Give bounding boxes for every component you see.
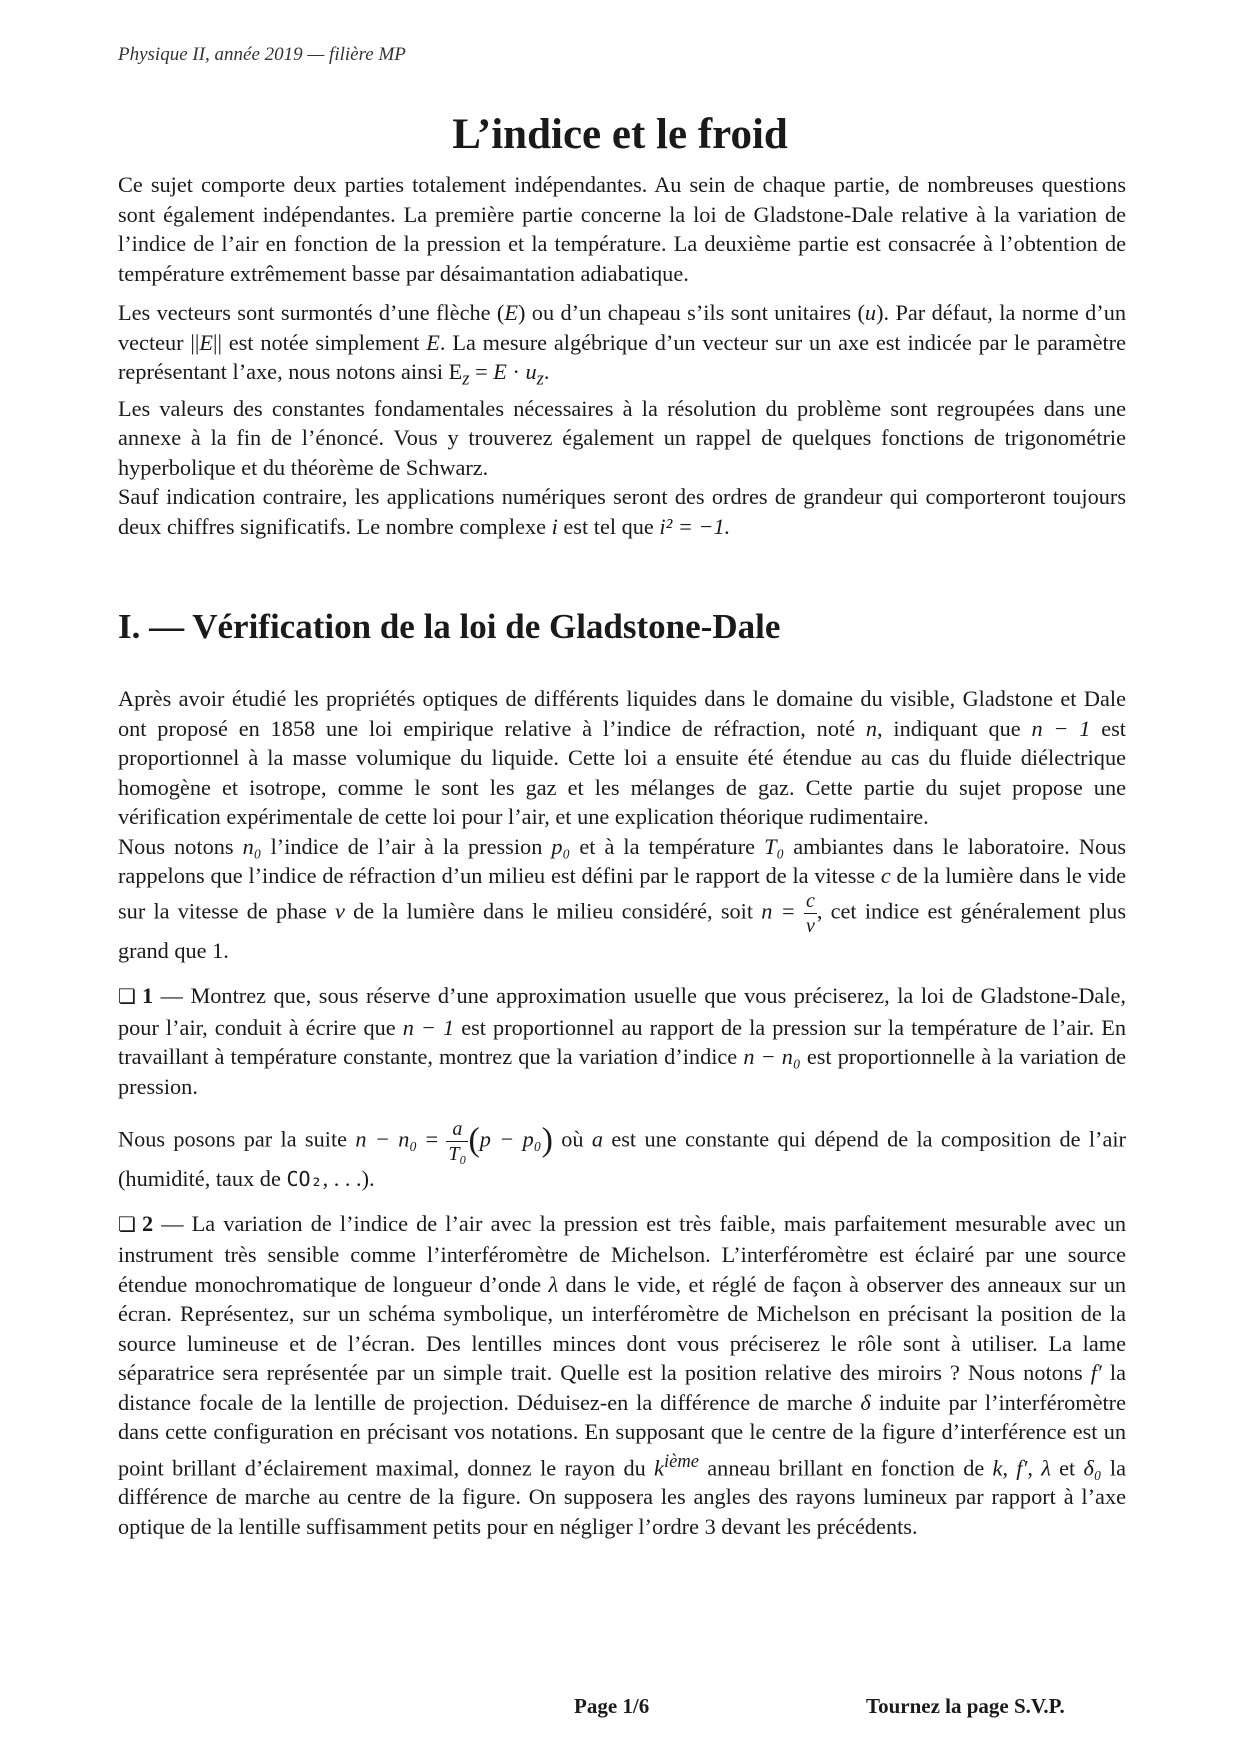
intro-paragraph-4: Sauf indication contraire, les applications numériques seront des ordres de grandeur qui comporteront toujours deux chiffres significatifs. Le nombre complexe i est tel que i² = −1. <box>118 484 1126 539</box>
question-1-number: 1 <box>141 983 154 1008</box>
vector-e-symbol: E <box>504 300 518 325</box>
turn-page-note: Tournez la page S.V.P. <box>866 1694 1065 1718</box>
index-fraction: $\frac{c}{v}$ <box>805 889 815 937</box>
unit-u-symbol: u <box>864 300 877 325</box>
intro-block <box>118 170 1126 541</box>
intro-paragraph-3: Les valeurs des constantes fondamentales nécessaires à la résolution du problème sont regroupées dans une annexe à la fin de l’énoncé. Vous y trouverez également un rappel de quelques fonctions de trigonométrie hyperbolique et du théorème de Schwarz. <box>118 395 1126 480</box>
section-1-paragraph-2: Nous notons n₀ l’indice de l’air à la pression p₀ et à la température T₀ ambiantes dans le laboratoire. Nous rappelons que l’indice de réfraction d’un milieu est défini par le rapport de la vitesse c de la lumière dans le vide sur la vitesse de phase v de la lumière dans le milieu considéré, soit n = $\frac{c}{v}$ , cet indice est généralement plus grand que 1. <box>118 833 1127 963</box>
question-1: ❏ 1 — Montrez que, sous réserve d’une approximation usuelle que vous préciserez, la loi de Gladstone-Dale, pour l’air, conduit à écrire que n − 1 est proportionnel au rapport de la pression sur la température de l’air. En travaillant à température constante, montrez que la variation d’indice n − n₀ est proportionnelle à la variation de pression. <box>118 983 1126 1099</box>
intro-paragraph-1: Ce sujet comporte deux parties totalement indépendantes. Au sein de chaque partie, de nombreuses questions sont également indépendantes. La première partie concerne la loi de Gladstone-Dale relative à la variation de l’indice de l’air en fonction de la pression et la température. La deuxième partie est consacrée à l’obtention de température extrêmement basse par désaimantation adiabatique. <box>118 172 1126 286</box>
section-1-body <box>118 684 1126 1541</box>
section-1-title: I. — Vérification de la loi de Gladstone-Dale <box>118 607 781 646</box>
checkbox-icon: ❏ <box>118 986 136 1008</box>
checkbox-icon: ❏ <box>118 1213 136 1236</box>
section-1-paragraph-1: Après avoir étudié les propriétés optiques de différents liquides dans le domaine du visible, Gladstone et Dale ont proposé en 1858 une loi empirique relative à l’indice de réfraction, noté n, indiquant que n − 1 est proportionnel à la masse volumique du liquide. Cette loi a ensuite été étendue au cas du fluide diélectrique homogène et isotrope, comme le sont les gaz et les mélanges de gaz. Cette partie du sujet propose une vérification expérimentale de cette loi pour l’air, et une explication théorique rudimentaire. <box>118 686 1126 829</box>
running-head: Physique II, année 2019 — filière MP <box>118 44 406 65</box>
a-over-t0-fraction: $\frac{a}{\text{T₀}}$ <box>448 1118 467 1165</box>
page-number: Page 1/6 <box>574 1694 650 1718</box>
question-2-number: 2 <box>141 1210 154 1236</box>
definition-paragraph: Nous posons par la suite n − n₀ = $\frac{a}{\text{T₀}}$ (p − p₀) où a est une constante qui dépend de la composition de l’air (humidité, taux de CO₂, . . .). <box>118 1118 1126 1191</box>
intro-paragraph-2: Les vecteurs sont surmontés d’une flèche (E) ou d’un chapeau s’ils sont unitaires (u). Par défaut, la norme d’un vecteur ||E|| est notée simplement E. La mesure algébrique d’un vecteur sur un axe est indicée par le paramètre représentant l’axe, nous notons ainsi $E_z = E \cdot u_z$. <box>118 300 1126 390</box>
document-title: L’indice et le froid <box>452 111 788 158</box>
question-2: ❏ 2 — La variation de l’indice de l’air avec la pression est très faible, mais parfaitement mesurable avec un instrument très sensible comme l’interféromètre de Michelson. L’interféromètre est éclairé par une source étendue monochromatique de longueur d’onde λ dans le vide, et réglé de façon à observer des anneaux sur un écran. Représentez, sur un schéma symbolique, un interféromètre de Michelson en précisant la position de la source lumineuse et de l’écran. Des lentilles minces dont vous préciserez le rôle sont à utiliser. La lame séparatrice sera représentée par un simple trait. Quelle est la position relative des miroirs ? Nous notons f′ la distance focale de la lentille de projection. Déduisez-en la différence de marche δ induite par l’interféromètre dans cette configuration en précisant vos notations. En supposant que le centre de la figure d’interférence est un point brillant d’éclairement maximal, donnez le rayon du $k^{ième}$ anneau brillant en fonction de k, f′, λ et δ₀ la différence de marche au centre de la figure. On supposera les angles des rayons lumineux par rapport à l’axe optique de la lentille suffisamment petits pour en négliger l’ordre 3 devant les précédents. <box>118 1210 1127 1539</box>
